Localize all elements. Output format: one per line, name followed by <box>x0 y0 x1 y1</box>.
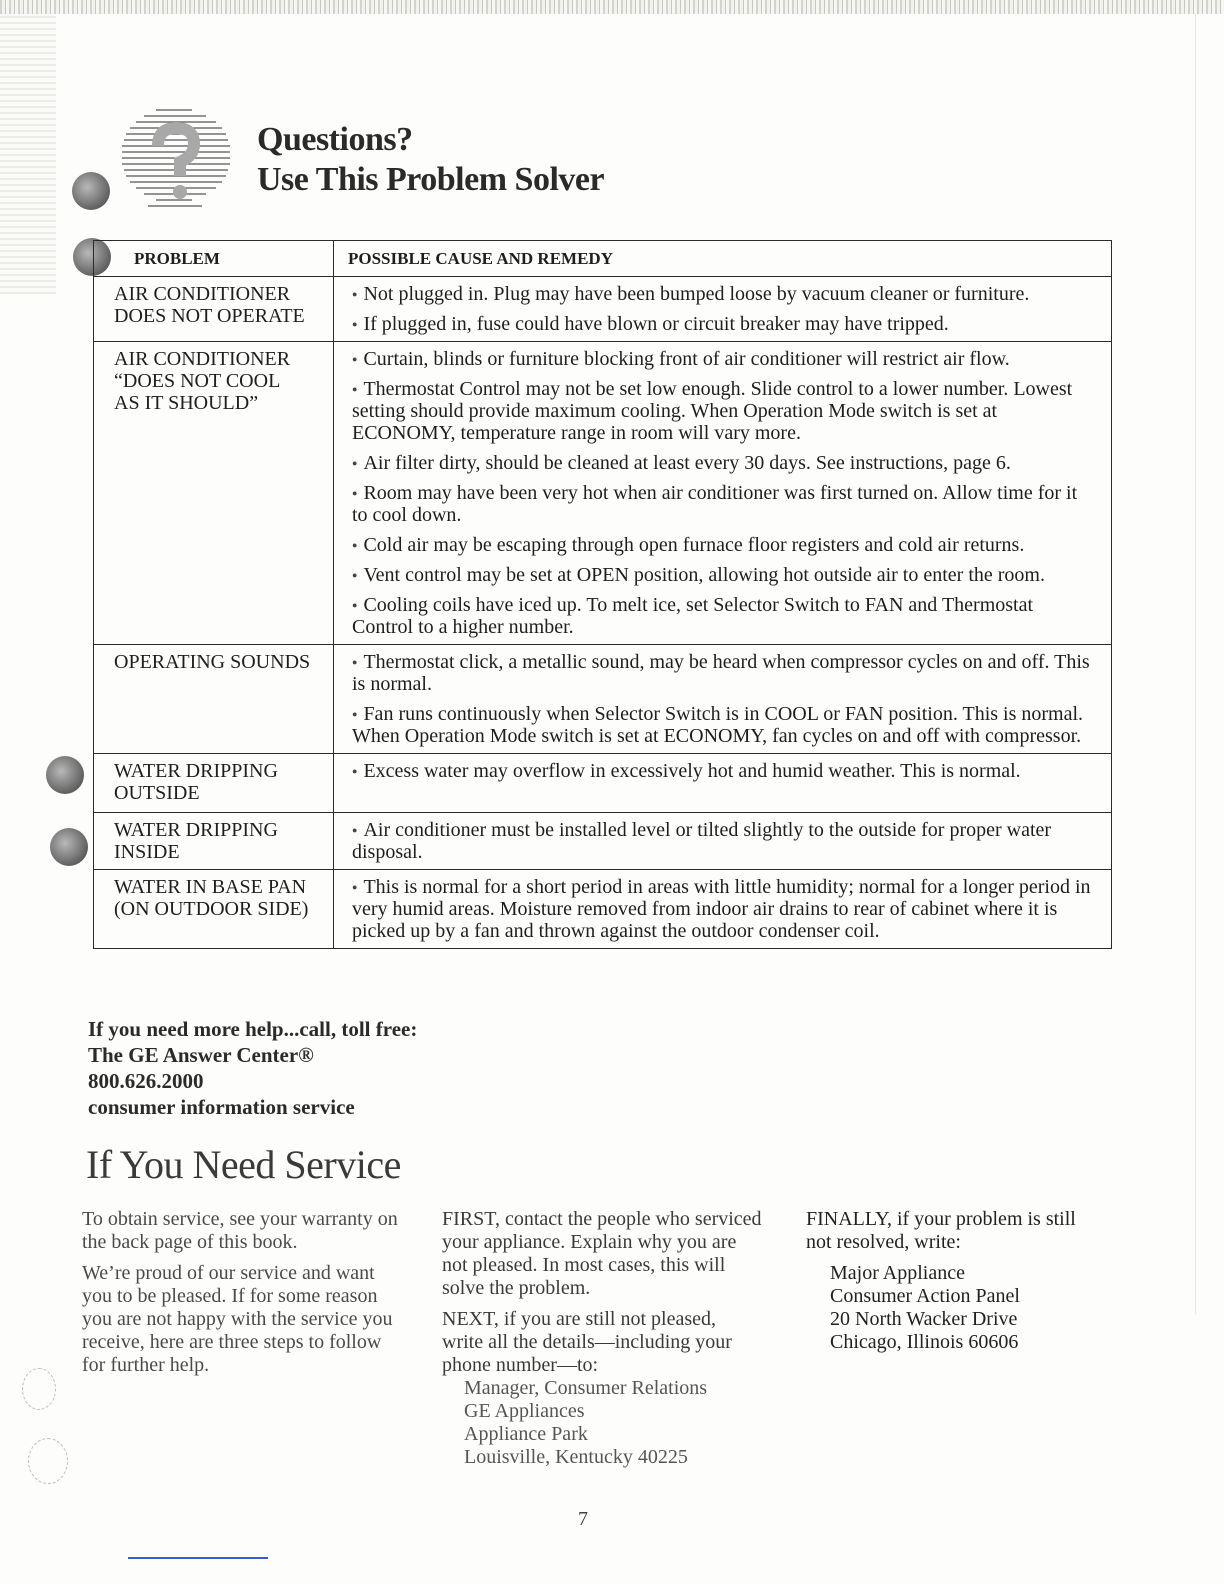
remedy-item: ● Curtain, blinds or furniture blocking front of air conditioner will restrict air flow. <box>352 348 1091 370</box>
remedy-item: ● Excess water may overflow in excessively hot and humid weather. This is normal. <box>352 760 1091 782</box>
service-paragraph: We’re proud of our service and want you to be pleased. If for some reason you are not happy with the service you receive, here are three steps to follow for further help. <box>82 1262 393 1376</box>
remedy-item: ● Air filter dirty, should be cleaned at least every 30 days. See instructions, page 6. <box>352 452 1091 474</box>
remedy-item: ● Cooling coils have iced up. To melt ice, set Selector Switch to FAN and Thermostat Control to a higher number. <box>352 594 1091 638</box>
address-line: GE Appliances <box>464 1400 585 1422</box>
address-line: Louisville, Kentucky 40225 <box>464 1446 688 1468</box>
address-line: Manager, Consumer Relations <box>464 1377 708 1399</box>
table-row <box>94 754 1112 813</box>
question-mark-icon <box>118 106 234 214</box>
service-paragraph: FIRST, contact the people who serviced your appliance. Explain why you are not pleased. In most cases, this will solve the problem. <box>442 1208 762 1299</box>
header-problem: PROBLEM <box>94 241 334 277</box>
remedy-item: ● This is normal for a short period in areas with little humidity; normal for a longer period in very humid areas. Moisture removed from indoor air drains to rear of cabinet where it is picked up by a fan and thrown against the outdoor condenser coil. <box>352 876 1091 942</box>
help-contact-block <box>88 1016 417 1120</box>
scan-edge-right <box>1195 14 1224 1314</box>
problem-cell: WATER IN BASE PAN (ON OUTDOOR SIDE) <box>94 870 334 949</box>
service-column-3 <box>806 1208 1106 1354</box>
table-row <box>94 342 1112 645</box>
table-row <box>94 277 1112 342</box>
answer-center-name: The GE Answer Center® <box>88 1043 314 1067</box>
address-line: Consumer Action Panel <box>830 1285 1020 1307</box>
remedy-item: ● Thermostat click, a metallic sound, may be heard when compressor cycles on and off. This is normal. <box>352 651 1091 695</box>
problem-cell: AIR CONDITIONER “DOES NOT COOL AS IT SHOULD” <box>94 342 334 645</box>
service-heading: If You Need Service <box>86 1142 401 1187</box>
problem-cell: WATER DRIPPING INSIDE <box>94 813 334 870</box>
problem-solver-table <box>93 240 1112 949</box>
binder-hole <box>46 756 84 794</box>
service-paragraph: NEXT, if you are still not pleased, write all the details—including your phone number—to: <box>442 1308 732 1376</box>
address-line: Chicago, Illinois 60606 <box>830 1331 1019 1353</box>
remedy-cell <box>334 645 1112 754</box>
page-title <box>257 120 604 200</box>
service-column-1 <box>82 1208 402 1385</box>
remedy-item: ● Vent control may be set at OPEN position, allowing hot outside air to enter the room. <box>352 564 1091 586</box>
title-line-1: Questions? <box>257 121 413 158</box>
problem-cell: OPERATING SOUNDS <box>94 645 334 754</box>
table-row <box>94 813 1112 870</box>
problem-cell: AIR CONDITIONER DOES NOT OPERATE <box>94 277 334 342</box>
address-line: 20 North Wacker Drive <box>830 1308 1018 1330</box>
scan-edge-top <box>0 0 1224 14</box>
consumer-relations-address <box>442 1377 762 1469</box>
remedy-item: ● Fan runs continuously when Selector Switch is in COOL or FAN position. This is normal. When Operation Mode switch is set at ECONOMY, fan cycles on and off with compressor. <box>352 703 1091 747</box>
remedy-item: ● Thermostat Control may not be set low enough. Slide control to a lower number. Lowest setting should provide maximum cooling. When Operation Mode switch is set at ECONOMY, temperature range in room will vary more. <box>352 378 1091 444</box>
action-panel-address <box>806 1262 1106 1354</box>
remedy-cell <box>334 813 1112 870</box>
page-number: 7 <box>578 1508 588 1530</box>
scan-ring-mark <box>28 1438 68 1484</box>
service-paragraph: To obtain service, see your warranty on the back page of this book. <box>82 1208 398 1253</box>
remedy-item: ● Air conditioner must be installed level or tilted slightly to the outside for proper water disposal. <box>352 819 1091 863</box>
table-row <box>94 870 1112 949</box>
table-row <box>94 645 1112 754</box>
scan-edge-left <box>0 14 56 294</box>
header-remedy: POSSIBLE CAUSE AND REMEDY <box>334 241 1112 277</box>
remedy-cell <box>334 342 1112 645</box>
remedy-item: ● Room may have been very hot when air conditioner was first turned on. Allow time for it to cool down. <box>352 482 1091 526</box>
remedy-item: ● If plugged in, fuse could have blown or circuit breaker may have tripped. <box>352 313 1091 335</box>
address-line: Major Appliance <box>830 1262 965 1284</box>
binder-hole <box>50 828 88 866</box>
problem-cell: WATER DRIPPING OUTSIDE <box>94 754 334 813</box>
remedy-cell <box>334 277 1112 342</box>
service-paragraph: FINALLY, if your problem is still not resolved, write: <box>806 1208 1076 1253</box>
table-header-row <box>94 241 1112 277</box>
binder-hole <box>72 172 110 210</box>
footer-rule <box>128 1557 268 1559</box>
remedy-item: ● Cold air may be escaping through open furnace floor registers and cold air returns. <box>352 534 1091 556</box>
service-column-2 <box>442 1208 762 1469</box>
scan-ring-mark <box>22 1368 56 1410</box>
help-line: If you need more help...call, toll free: <box>88 1017 418 1041</box>
remedy-item: ● Not plugged in. Plug may have been bumped loose by vacuum cleaner or furniture. <box>352 283 1091 305</box>
address-line: Appliance Park <box>464 1423 588 1445</box>
help-service-label: consumer information service <box>88 1095 355 1119</box>
remedy-cell <box>334 870 1112 949</box>
remedy-cell <box>334 754 1112 813</box>
title-line-2: Use This Problem Solver <box>257 161 605 198</box>
phone-number: 800.626.2000 <box>88 1069 204 1093</box>
